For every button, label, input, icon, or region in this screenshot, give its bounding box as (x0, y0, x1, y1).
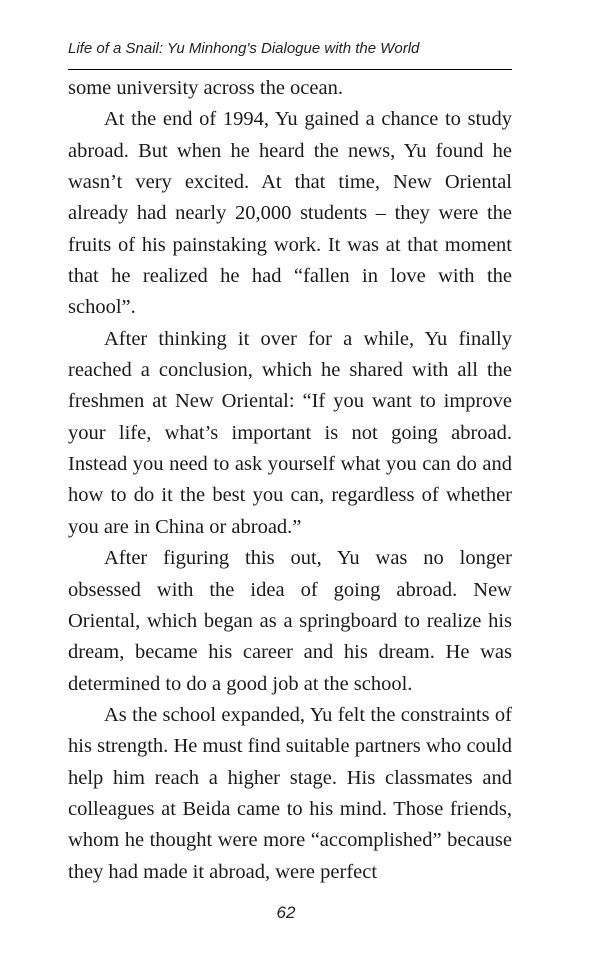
paragraph-conclusion: After thinking it over for a while, Yu finally reached a conclusion, which he shared with all the freshmen at New Oriental: “If you want to improve your life, what’s important is not going abroad. Instead you need to ask yourself what you can do and how to do it the best you can, regardless of whether you are in China or abroad.” (68, 327, 512, 538)
page-number: 62 (276, 903, 296, 922)
paragraph-partners: As the school expanded, Yu felt the constraints of his strength. He must find suitable partners who could help him reach a higher stage. His classmates and colleagues at Beida came to his mind. Those friends, whom he thought were more “accomplished” because they had made it abroad, were perfect (68, 703, 512, 883)
running-header-title: Life of a Snail: Yu Minhong's Dialogue with the World (68, 40, 420, 57)
paragraph-career: After figuring this out, Yu was no longer obsessed with the idea of going abroad. New Oriental, which began as a springboard to realize his dream, became his career and his dream. He was determined to do a good job at the school. (68, 547, 512, 695)
paragraph-continuation: some university across the ocean. (68, 77, 343, 99)
paragraph-study-abroad: At the end of 1994, Yu gained a chance to study abroad. But when he heard the news, Yu found he wasn’t very excited. At that time, New Oriental already had nearly 20,000 students – they were the fruits of his painstaking work. It was at that moment that he realized he had “fallen in love with the school”. (68, 108, 512, 319)
body-text (68, 73, 512, 888)
header-divider (68, 69, 512, 70)
